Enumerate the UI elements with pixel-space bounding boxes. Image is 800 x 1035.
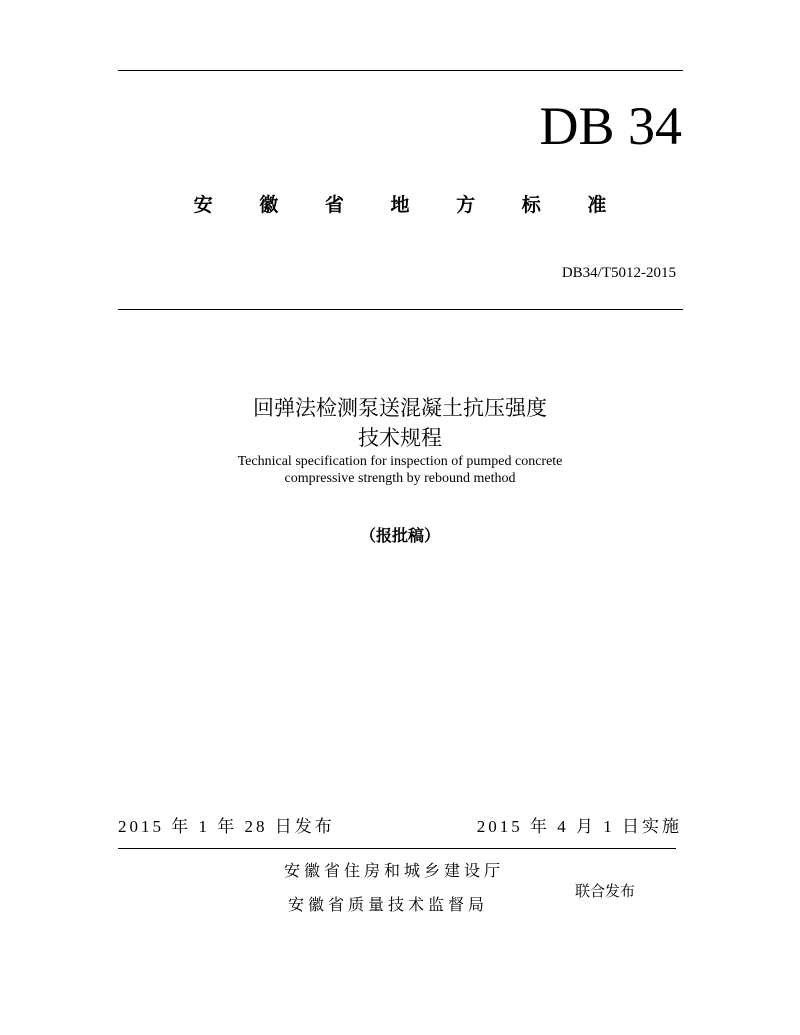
issue-date: 2015 年 1 年 28 日发布 [118,817,335,836]
draft-status: （报批稿） [359,526,440,545]
title-zh-line1: 回弹法检测泵送混凝土抗压强度 [253,396,547,420]
joint-release-label: 联合发布 [575,884,636,900]
standard-type-heading: 安 徽 省 地 方 标 准 [193,194,627,216]
top-rule [118,70,683,71]
bottom-rule [118,848,676,849]
title-en-line2: compressive strength by rebound method [284,471,516,486]
standard-number: DB34/T5012-2015 [561,265,676,281]
title-en-line1: Technical specification for inspection of pumped concrete [237,454,563,469]
title-zh-line2: 技术规程 [358,426,442,450]
series-code: DB 34 [539,96,682,156]
issuer-quality-bureau: 安徽省质量技术监督局 [288,897,489,914]
issuer-housing-department: 安徽省住房和城乡建设厅 [284,863,505,880]
middle-rule [118,309,683,310]
implementation-date: 2015 年 4 月 1 日实施 [476,817,682,836]
